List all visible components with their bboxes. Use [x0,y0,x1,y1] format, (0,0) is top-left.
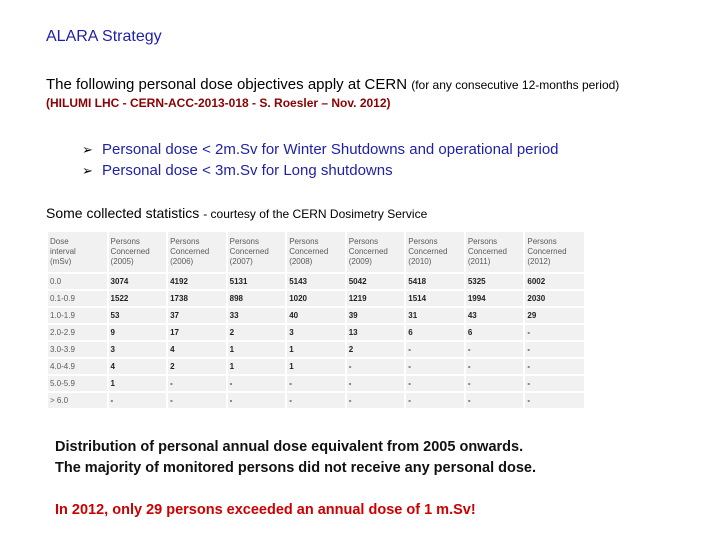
column-header-line: (mSv) [50,257,72,266]
persons-count-cell: 1994 [465,290,525,307]
persons-count-cell: 5131 [227,273,287,290]
table-row [48,341,584,358]
column-header-line: (2009) [348,257,372,266]
persons-count-cell: - [524,358,584,375]
persons-count-cell: - [405,375,465,392]
column-header-line: Persons [110,237,140,246]
persons-count-cell: - [346,375,406,392]
column-header-line: Dose [50,237,69,246]
page-title: ALARA Strategy [46,28,162,45]
column-header-line: Concerned [527,247,567,256]
table-row [48,375,584,392]
persons-count-cell: 5143 [286,273,346,290]
column-header-line: (2005) [110,257,134,266]
persons-count-cell: 29 [524,307,584,324]
persons-count-cell: 5325 [465,273,525,290]
persons-count-cell: 31 [405,307,465,324]
dose-interval-cell: 0.0 [48,273,108,290]
persons-count-cell: - [524,392,584,409]
persons-count-cell: - [227,392,287,409]
persons-count-cell: 1020 [286,290,346,307]
persons-count-cell: 4 [167,341,227,358]
persons-count-cell: - [524,375,584,392]
persons-count-cell: 3 [108,341,168,358]
persons-count-cell: 37 [167,307,227,324]
persons-count-cell: 9 [108,324,168,341]
persons-count-cell: - [286,375,346,392]
column-header-line: (2007) [229,257,253,266]
persons-count-cell: 898 [227,290,287,307]
objective-text: Personal dose < 2m.Sv for Winter Shutdowns and operational period [102,141,559,158]
persons-count-cell: 1 [227,358,287,375]
persons-count-cell: - [405,392,465,409]
persons-count-cell: - [405,341,465,358]
table-row [48,324,584,341]
persons-count-cell: - [167,392,227,409]
persons-count-cell: 33 [227,307,287,324]
statistics-heading-suffix: - courtesy of the CERN Dosimetry Service [203,207,428,221]
persons-count-cell: - [286,392,346,409]
persons-count-cell: - [227,375,287,392]
persons-count-cell: 3074 [108,273,168,290]
reference-citation: (HILUMI LHC - CERN-ACC-2013-018 - S. Roesler – Nov. 2012) [46,96,391,110]
arrow-bullet-icon: ➢ [82,163,93,178]
column-header-line: (2008) [289,257,313,266]
persons-count-cell: - [465,375,525,392]
column-header-line: interval [50,247,76,256]
dose-interval-cell: 5.0-5.9 [48,375,108,392]
column-header-line: (2006) [170,257,194,266]
persons-count-cell: 4 [108,358,168,375]
intro-text [46,76,619,93]
table-body [48,273,584,409]
persons-count-cell: 4192 [167,273,227,290]
persons-count-cell: 1 [227,341,287,358]
persons-count-cell: 2030 [524,290,584,307]
table-row [48,392,584,409]
persons-count-cell: - [346,358,406,375]
column-header-line: Persons [289,237,319,246]
table-row [48,358,584,375]
persons-count-cell: 1219 [346,290,406,307]
persons-count-cell: 5042 [346,273,406,290]
persons-count-cell: 2 [227,324,287,341]
column-header-line: Concerned [110,247,150,256]
highlight-statement: In 2012, only 29 persons exceeded an annual dose of 1 m.Sv! [55,502,476,518]
table-row [48,290,584,307]
column-header-line: Concerned [229,247,269,256]
column-header-line: Persons [467,237,498,246]
persons-count-cell: 1 [286,341,346,358]
persons-count-cell: 6002 [524,273,584,290]
persons-count-cell: - [108,392,168,409]
dose-interval-cell: 4.0-4.9 [48,358,108,375]
dose-objectives-list [82,139,559,181]
column-header [524,232,584,273]
persons-count-cell: 2 [167,358,227,375]
persons-count-cell: - [167,375,227,392]
column-header-line: (2010) [408,257,432,266]
intro-suffix: (for any consecutive 12-months period) [411,78,620,92]
statistics-heading [46,205,427,221]
persons-count-cell: 43 [465,307,525,324]
column-header-line: (2011) [467,257,491,266]
arrow-bullet-icon: ➢ [82,142,93,157]
column-header-line: Concerned [170,247,210,256]
persons-count-cell: 40 [286,307,346,324]
column-header-line: (2012) [527,257,551,266]
note-line: Distribution of personal annual dose equivalent from 2005 onwards. [55,439,524,455]
column-header-line: Persons [348,237,379,246]
column-header [167,232,227,273]
column-header-line: Concerned [467,247,507,256]
note-line: The majority of monitored persons did not receive any personal dose. [55,460,537,476]
persons-count-cell: 53 [108,307,168,324]
persons-count-cell: 13 [346,324,406,341]
persons-count-cell: 6 [465,324,525,341]
column-header [227,232,287,273]
dose-interval-cell: 1.0-1.9 [48,307,108,324]
persons-count-cell: 1 [108,375,168,392]
table-header-row [48,232,584,273]
persons-count-cell: 5418 [405,273,465,290]
persons-count-cell: 3 [286,324,346,341]
column-header [405,232,465,273]
persons-count-cell: - [524,324,584,341]
column-header-line: Concerned [289,247,329,256]
column-header [286,232,346,273]
dose-interval-cell: 0.1-0.9 [48,290,108,307]
distribution-note [55,437,536,479]
persons-count-cell: 2 [346,341,406,358]
dose-interval-cell: 2.0-2.9 [48,324,108,341]
dose-interval-cell: 3.0-3.9 [48,341,108,358]
persons-count-cell: - [524,341,584,358]
persons-count-cell: 1514 [405,290,465,307]
persons-count-cell: - [465,341,525,358]
column-header-line: Persons [170,237,200,246]
dose-statistics-table [48,232,584,410]
persons-count-cell: 6 [405,324,465,341]
persons-count-cell: 1738 [167,290,227,307]
objective-item [82,139,559,160]
persons-count-cell: - [465,358,525,375]
statistics-heading-main: Some collected statistics [46,205,200,221]
persons-count-cell: 1522 [108,290,168,307]
column-header [48,232,108,273]
objective-item [82,160,559,181]
persons-count-cell: - [405,358,465,375]
persons-count-cell: 17 [167,324,227,341]
objective-text: Personal dose < 3m.Sv for Long shutdowns [102,162,393,179]
table-row [48,273,584,290]
persons-count-cell: - [346,392,406,409]
column-header-line: Persons [408,237,438,246]
table-row [48,307,584,324]
column-header-line: Persons [527,237,557,246]
dose-interval-cell: > 6.0 [48,392,108,409]
persons-count-cell: 39 [346,307,406,324]
persons-count-cell: 1 [286,358,346,375]
column-header-line: Persons [229,237,259,246]
column-header [346,232,406,273]
column-header [465,232,525,273]
column-header [108,232,168,273]
column-header-line: Concerned [408,247,448,256]
intro-main: The following personal dose objectives apply at CERN [46,76,408,93]
persons-count-cell: - [465,392,525,409]
column-header-line: Concerned [348,247,388,256]
